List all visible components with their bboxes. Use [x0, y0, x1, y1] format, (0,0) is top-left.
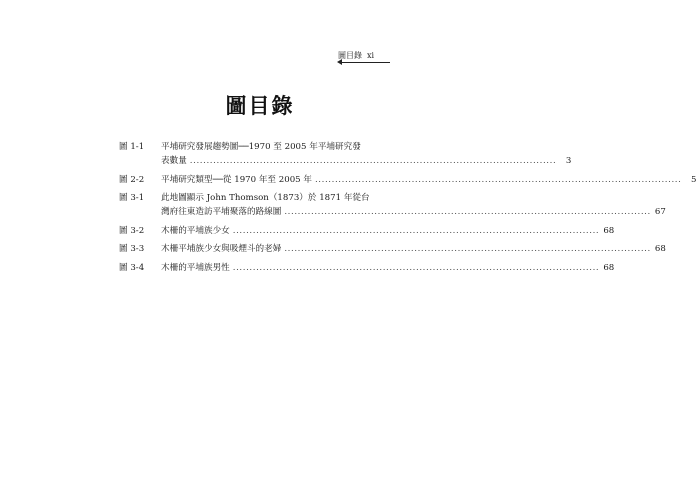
figure-number: 圖 3-4: [119, 262, 145, 273]
running-header-title: 圖目錄: [338, 51, 362, 60]
figure-entry-body: [161, 242, 666, 256]
figure-caption: 灣府往東造訪平埔聚落的路線圖: [161, 207, 282, 218]
figure-entry[interactable]: [119, 191, 666, 219]
figure-entry-body: [161, 224, 615, 238]
figure-number: 圖 1-1: [119, 142, 145, 152]
figure-entry[interactable]: [119, 173, 696, 187]
figure-caption: 表數量: [161, 156, 187, 166]
dot-leader: ..............................................................................................................: [232, 262, 600, 273]
figure-caption: 平埔研究發展趨勢圖──1970 至 2005 年平埔研究發: [161, 142, 361, 152]
dot-leader: ..............................................................................................................: [232, 225, 600, 236]
figure-number: 圖 3-3: [119, 244, 145, 255]
figure-page-number: 67: [654, 207, 666, 218]
dot-leader: ..............................................................................................................: [284, 244, 651, 255]
running-header-page-number: xi: [367, 51, 375, 60]
figure-list: [119, 140, 696, 280]
figure-page-number: 68: [603, 262, 615, 273]
figure-entry[interactable]: [119, 140, 572, 168]
figure-entry-body: [161, 191, 666, 219]
figure-entry-line: [161, 224, 615, 238]
figure-page-number: 3: [565, 156, 572, 166]
figure-number: 圖 3-1: [119, 193, 145, 204]
dot-leader: ..............................................................................................................: [284, 207, 651, 218]
figure-page-number: 5: [691, 174, 696, 185]
figure-caption: 平埔研究類型──從 1970 年至 2005 年: [161, 174, 312, 185]
figure-caption: 此地圖顯示 John Thomson（1873）於 1871 年從台: [161, 193, 370, 204]
figure-entry[interactable]: [119, 242, 666, 256]
page-title: 圖目錄: [225, 93, 295, 118]
figure-entry[interactable]: [119, 224, 615, 238]
header-rule: [342, 62, 390, 63]
figure-entry-line: [161, 173, 696, 187]
figure-entry-body: [161, 261, 615, 275]
figure-page-number: 68: [654, 244, 666, 255]
figure-caption: 木柵平埔族少女與吸煙斗的老婦: [161, 244, 282, 255]
dot-leader: ..............................................................................................................: [314, 174, 682, 185]
figure-number: 圖 2-2: [119, 174, 145, 185]
figure-caption: 木柵的平埔族少女: [161, 225, 230, 236]
figure-page-number: 68: [603, 225, 615, 236]
figure-number: 圖 3-2: [119, 225, 145, 236]
figure-entry-line: [161, 205, 666, 219]
figure-entry-body: [161, 173, 696, 187]
figure-entry-line: [161, 191, 391, 205]
figure-caption: 木柵的平埔族男性: [161, 262, 230, 273]
dot-leader: ..............................................................................................................: [189, 156, 557, 166]
figure-entry-line: [161, 242, 666, 256]
figure-entry[interactable]: [119, 261, 615, 275]
figure-entry-line: [161, 261, 615, 275]
figure-entry-line: [161, 140, 391, 154]
figure-entry-body: [161, 140, 572, 168]
figure-entry-line: [161, 154, 572, 168]
